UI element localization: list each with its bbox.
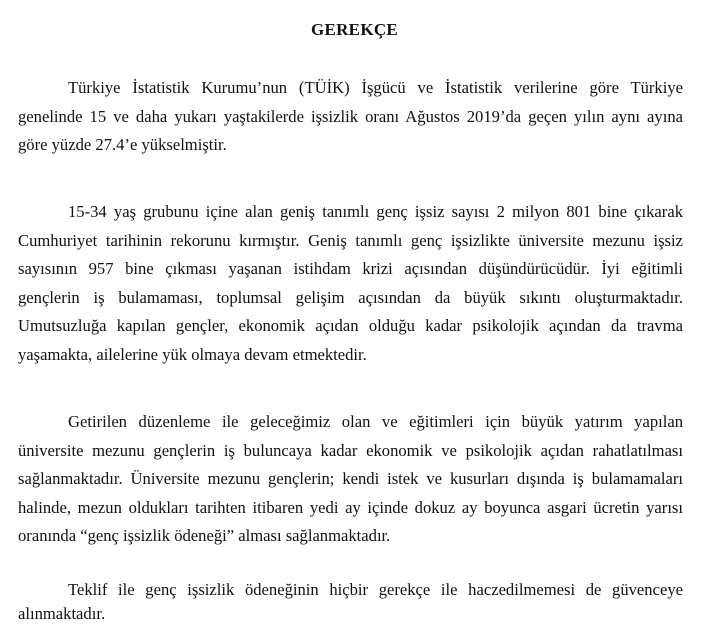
paragraph-youth-unemployment	[18, 198, 683, 369]
text-line: halinde, mezun oldukları tarihten itibaren yedi ay içinde dokuz ay boyunca asgari ücretin yarısı	[18, 497, 683, 517]
document-title: GEREKÇE	[310, 20, 399, 39]
text-line: 15-34 yaş grubunu içine alan geniş tanımlı genç işsiz sayısı 2 milyon 801 bine çıkarak	[68, 202, 683, 221]
text-line: Türkiye İstatistik Kurumu’nun (TÜİK) İşgücü ve İstatistik verilerine göre Türkiye	[68, 78, 683, 97]
paragraph-seizure-protection	[18, 578, 683, 626]
text-line: üniversite mezunu gençlerin iş buluncaya kadar ekonomik ve psikolojik açıdan rahatlatılması	[18, 440, 683, 460]
text-line: sağlanmaktadır. Üniversite mezunu gençlerin; kendi istek ve kusurları dışında iş bulamamaları	[18, 469, 683, 488]
text-line: sayısının 957 bine çıkması yaşanan istihdam krizi açısından düşündürücüdür. İyi eğitimli	[18, 259, 683, 278]
text-line: alınmaktadır.	[18, 604, 106, 623]
text-line: göre yüzde 27.4’e yükselmiştir.	[18, 135, 227, 154]
text-line: Getirilen düzenleme ile geleceğimiz olan ve eğitimleri için büyük yatırım yapılan	[68, 412, 683, 431]
text-line: yaşamakta, ailelerine yük olmaya devam etmektedir.	[18, 344, 367, 364]
text-line: Umutsuzluğa kapılan gençler, ekonomik açıdan olduğu kadar psikolojik açından da travma	[18, 316, 683, 335]
text-line: oranında “genç işsizlik ödeneği” alması sağlanmaktadır.	[18, 526, 391, 545]
paragraph-unemployment-rate	[18, 74, 683, 160]
text-line: Teklif ile genç işsizlik ödeneğinin hiçbir gerekçe ile haczedilmemesi de güvenceye	[68, 580, 683, 599]
text-line: gençlerin iş bulamaması, toplumsal gelişim açısından da büyük sıkıntı oluşturmaktadır.	[18, 287, 683, 307]
text-line: Cumhuriyet tarihinin rekorunu kırmıştır. Geniş tanımlı genç işsizlikte üniversite mezunu işsiz	[18, 230, 683, 250]
text-line: genelinde 15 ve daha yukarı yaştakilerde işsizlik oranı Ağustos 2019’da geçen yılın aynı ayına	[18, 106, 683, 126]
paragraph-regulation	[18, 408, 683, 551]
